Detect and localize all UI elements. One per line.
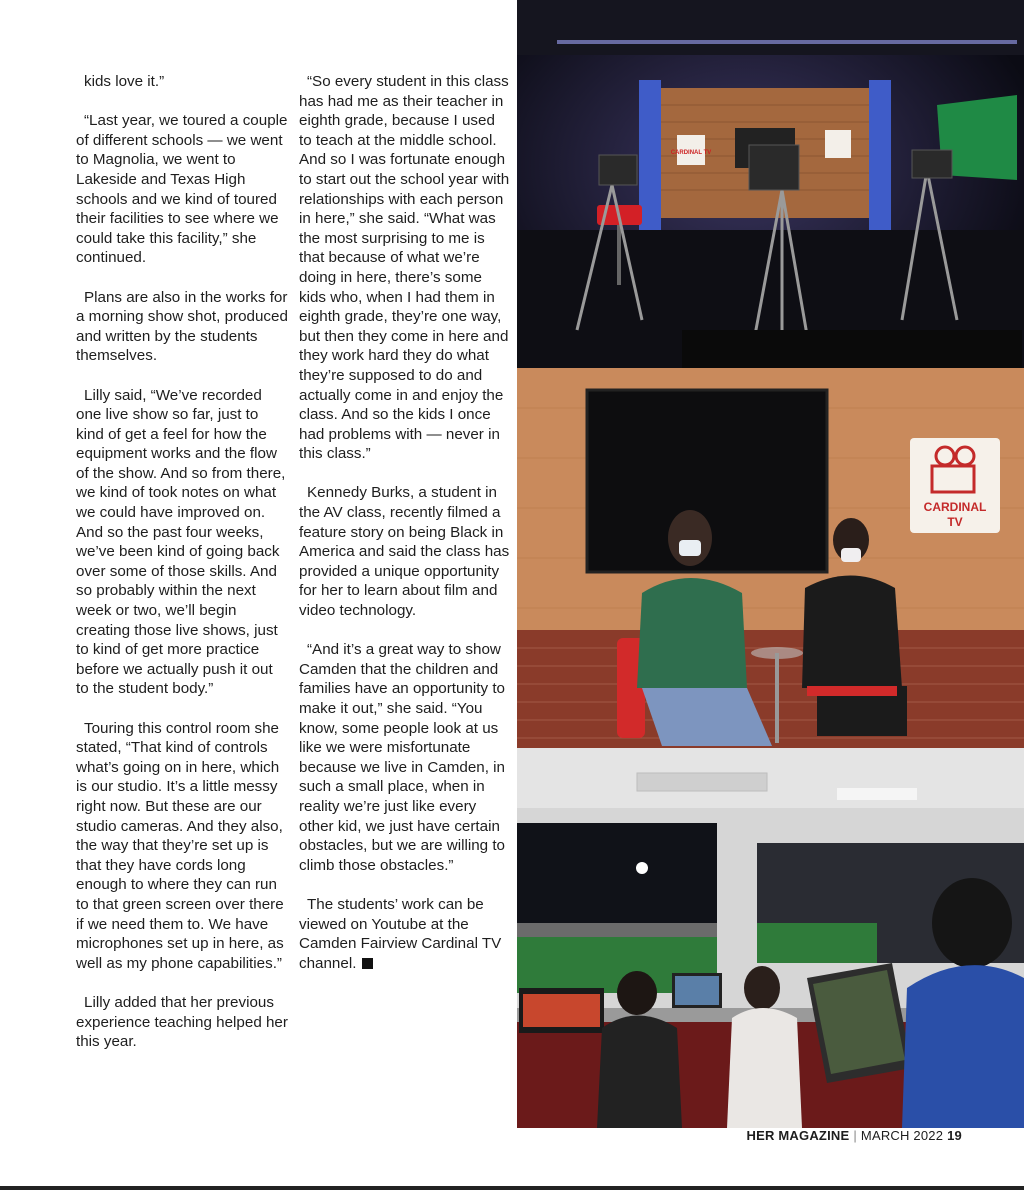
cardinal-tv-logo-line1: CARDINAL [923, 500, 987, 514]
studio-photo [517, 0, 1024, 368]
paragraph: “And it’s a great way to show Camden that the children and families have an opportunity to make it out,” she said. “You know, some people look at us like we were misfortunate because we live in Camden, in such a small place, when in reality we’re just like every other kid, we just have certain obstacles, but we are willing to climb those obstacles.” [299, 641, 505, 874]
paragraph-text: The students’ work can be viewed on Youtube at the Camden Fairview Cardinal TV channel. [299, 895, 502, 972]
cardinal-tv-logo-line2: TV [947, 515, 963, 529]
paragraph: Lilly said, “We’ve recorded one live show so far, just to kind of get a feel for how the equipment works and the flow of the show. And so from there, we kind of took notes on what we could have improved on. And so the past four weeks, we’ve been kind of going back over some of those skills. And so probably within the next week or two, we’ll begin creating those live shows, just to kind of get more practice before we actually push it out to the student body.” [76, 386, 286, 698]
paragraph: Kennedy Burks, a student in the AV class, recently filmed a feature story on being Black in America and said the class has provided a unique opportunity for her to learn about film and video technology. [299, 484, 510, 620]
page-number: 19 [947, 1128, 962, 1143]
article-column-1 [76, 72, 288, 1071]
footer-separator: | [853, 1128, 857, 1143]
issue-date: MARCH 2022 [860, 1128, 944, 1143]
paragraph: kids love it.” [84, 73, 165, 90]
paragraph: “So every student in this class has had me as their teacher in eighth grade, because I used to teach at the middle school. And so I was fortunate enough to start out the school year with relationships with each person in here,” she said. “What was the most surprising to me is that because of what we’re doing in here, there’s some kids who, when I had them in eighth grade, they’re one way, but then they come in here and they work hard they do what they’re supposed to do and actually come in and enjoy the class. And so the kids I once had problems with — never in this class.” [299, 73, 510, 463]
control-room-photo [517, 748, 1024, 1128]
magazine-name: HER MAGAZINE [746, 1128, 850, 1143]
paragraph: Plans are also in the works for a morning show shot, produced and written by the students themselves. [76, 288, 288, 365]
end-of-article-mark [362, 958, 373, 969]
interview-photo [517, 368, 1024, 748]
paragraph: “Last year, we toured a couple of different schools — we went to Magnolia, we went to Lakeside and Texas High schools and we kind of toured their facilities to see where we could take this facility,” she continued. [76, 112, 288, 267]
paragraph: Lilly added that her previous experience teaching helped her this year. [76, 993, 288, 1051]
article-column-2 [299, 72, 511, 993]
page-footer [747, 1128, 962, 1143]
studio-wall-logo-text: CARDINAL TV [670, 150, 712, 156]
bottom-divider [0, 1186, 1024, 1190]
paragraph: Touring this control room she stated, “That kind of controls what’s going on in here, which is our studio. It’s a little messy right now. But these are our studio cameras. And they also, the way that they’re set up is that they have cords long enough to where they can run to that green screen over there if we need them to. We have microphones set up in here, as well as my phone capabilities.” [76, 719, 284, 972]
paragraph-final [299, 895, 511, 973]
